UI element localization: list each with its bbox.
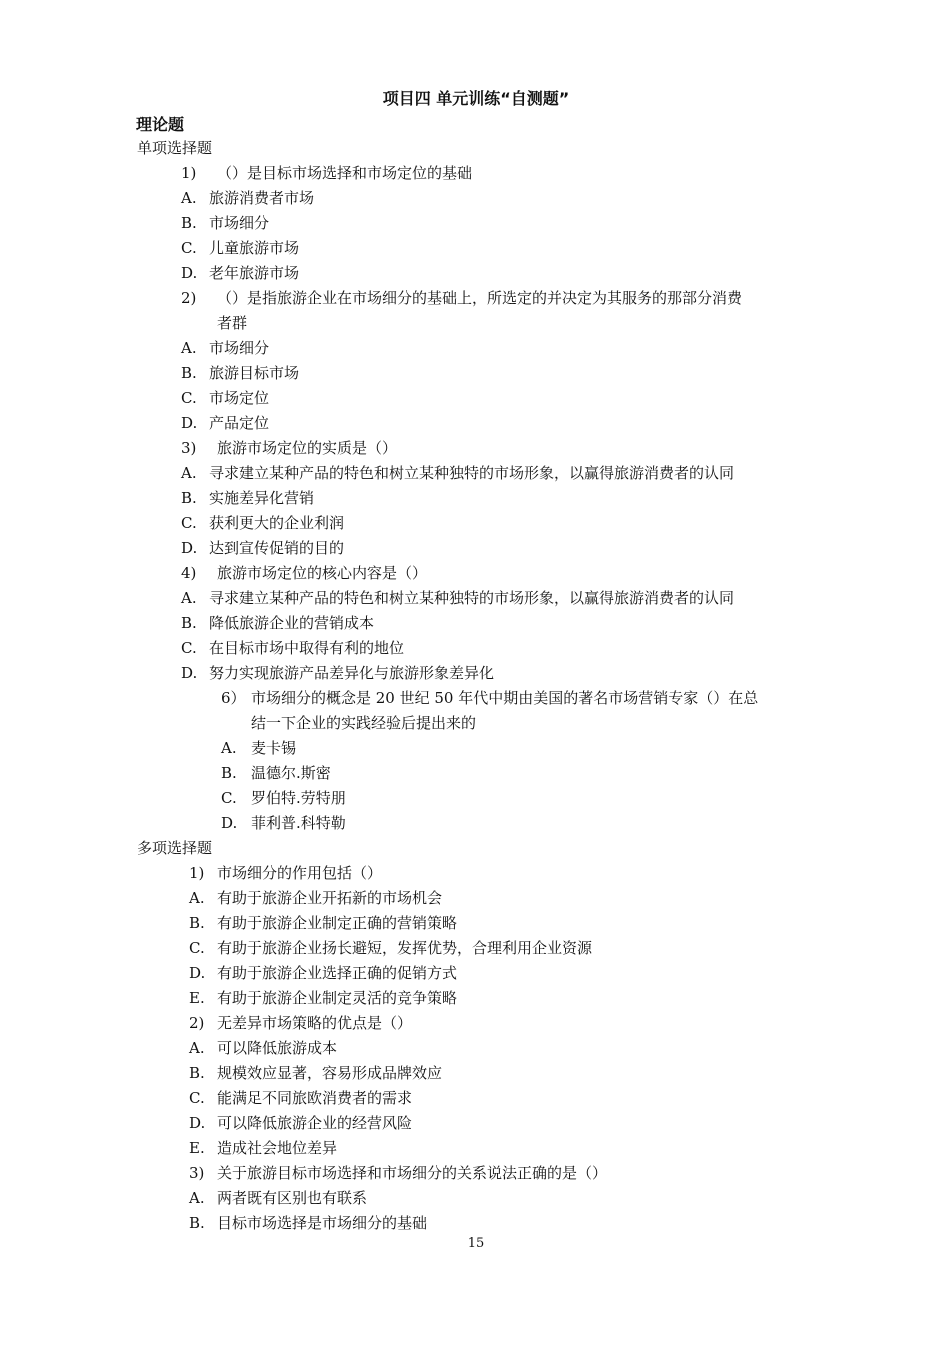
item-number: A. — [181, 189, 197, 207]
option-line — [0, 1036, 952, 1061]
item-number: 3) — [181, 439, 197, 457]
item-number: A. — [181, 589, 197, 607]
option-line — [0, 536, 952, 561]
item-text: 两者既有区别也有联系 — [217, 1189, 368, 1207]
item-text: 罗伯特.劳特朋 — [251, 789, 346, 807]
item-number: B. — [181, 364, 197, 382]
item-text: 菲利普.科特勒 — [251, 814, 346, 832]
option-line — [0, 736, 952, 761]
question-line — [0, 861, 952, 886]
page-number: 15 — [467, 1236, 485, 1251]
item-text: 温德尔.斯密 — [251, 764, 331, 782]
option-line — [0, 1111, 952, 1136]
option-line — [0, 186, 952, 211]
item-number: C. — [181, 514, 197, 532]
item-text: 可以降低旅游成本 — [217, 1039, 338, 1057]
option-line — [0, 661, 952, 686]
item-text: 无差异市场策略的优点是（） — [217, 1014, 413, 1032]
item-text: 者群 — [217, 314, 248, 332]
question-line — [0, 1011, 952, 1036]
item-text: 目标市场选择是市场细分的基础 — [217, 1214, 428, 1232]
item-number: C. — [189, 939, 205, 957]
subsection-heading — [0, 836, 952, 861]
item-text: 有助于旅游企业扬长避短，发挥优势，合理利用企业资源 — [217, 939, 593, 957]
item-text: 麦卡锡 — [251, 739, 297, 757]
option-line — [0, 911, 952, 936]
option-line — [0, 986, 952, 1011]
item-number: D. — [189, 964, 206, 982]
item-number: B. — [189, 914, 205, 932]
option-line — [0, 211, 952, 236]
item-number: A. — [189, 889, 205, 907]
option-line — [0, 386, 952, 411]
item-text: 市场细分 — [209, 214, 270, 232]
option-line — [0, 336, 952, 361]
item-number: E. — [189, 989, 205, 1007]
item-text: 规模效应显著，容易形成品牌效应 — [217, 1064, 443, 1082]
option-line — [0, 1211, 952, 1236]
option-line — [0, 236, 952, 261]
item-number: C. — [221, 789, 237, 807]
item-number: E. — [189, 1139, 205, 1157]
item-text: 有助于旅游企业选择正确的促销方式 — [217, 964, 458, 982]
page-title: 项目四 单元训练“自测题” — [382, 89, 570, 108]
option-line — [0, 636, 952, 661]
item-number: A. — [221, 739, 237, 757]
item-text: 关于旅游目标市场选择和市场细分的关系说法正确的是（） — [217, 1164, 608, 1182]
item-number: 4) — [181, 564, 197, 582]
item-text: 有助于旅游企业开拓新的市场机会 — [217, 889, 443, 907]
item-number: D. — [221, 814, 238, 832]
question-line — [0, 286, 952, 311]
section-heading: 理论题 — [136, 115, 185, 134]
subsection-heading — [0, 136, 952, 161]
option-line — [0, 611, 952, 636]
item-text: 多项选择题 — [137, 839, 213, 857]
option-line — [0, 486, 952, 511]
item-text: 获利更大的企业利润 — [209, 514, 345, 532]
option-line — [0, 411, 952, 436]
item-number: C. — [189, 1089, 205, 1107]
item-number: B. — [181, 214, 197, 232]
item-text: 降低旅游企业的营销成本 — [209, 614, 375, 632]
item-number: C. — [181, 389, 197, 407]
question-line — [0, 561, 952, 586]
item-number: A. — [189, 1189, 205, 1207]
question-line — [0, 686, 952, 711]
option-line — [0, 261, 952, 286]
item-text: 市场定位 — [209, 389, 270, 407]
item-text: 造成社会地位差异 — [217, 1139, 338, 1157]
item-number: 2) — [189, 1014, 205, 1032]
item-number: A. — [189, 1039, 205, 1057]
option-line — [0, 511, 952, 536]
option-line — [0, 936, 952, 961]
question-line — [0, 161, 952, 186]
item-text: 老年旅游市场 — [209, 264, 300, 282]
item-number: 3) — [189, 1164, 205, 1182]
item-text: 有助于旅游企业制定正确的营销策略 — [217, 914, 458, 932]
item-number: B. — [189, 1214, 205, 1232]
option-line — [0, 961, 952, 986]
option-line — [0, 811, 952, 836]
item-text: 儿童旅游市场 — [209, 239, 300, 257]
option-line — [0, 1086, 952, 1111]
item-number: B. — [221, 764, 237, 782]
item-text: 达到宣传促销的目的 — [209, 539, 345, 557]
item-text: （）是指旅游企业在市场细分的基础上，所选定的并决定为其服务的那部分消费 — [217, 289, 743, 307]
item-number: B. — [181, 614, 197, 632]
item-number: C. — [181, 639, 197, 657]
item-number: D. — [181, 664, 198, 682]
option-line — [0, 1136, 952, 1161]
item-text: 寻求建立某种产品的特色和树立某种独特的市场形象，以赢得旅游消费者的认同 — [209, 464, 735, 482]
item-text: 能满足不同旅欧消费者的需求 — [217, 1089, 413, 1107]
item-number: D. — [181, 539, 198, 557]
item-number: D. — [189, 1114, 206, 1132]
item-text: 旅游市场定位的核心内容是（） — [217, 564, 428, 582]
item-text: 有助于旅游企业制定灵活的竞争策略 — [217, 989, 458, 1007]
option-line — [0, 586, 952, 611]
item-text: 市场细分的作用包括（） — [217, 864, 383, 882]
option-line — [0, 786, 952, 811]
item-text: 寻求建立某种产品的特色和树立某种独特的市场形象，以赢得旅游消费者的认同 — [209, 589, 735, 607]
item-number: 6） — [221, 689, 246, 707]
item-text: 单项选择题 — [137, 139, 213, 157]
option-line — [0, 361, 952, 386]
item-text: 产品定位 — [209, 414, 270, 432]
item-number: C. — [181, 239, 197, 257]
item-number: D. — [181, 414, 198, 432]
item-text: 努力实现旅游产品差异化与旅游形象差异化 — [209, 664, 495, 682]
item-number: 2) — [181, 289, 197, 307]
item-text: 旅游市场定位的实质是（） — [217, 439, 398, 457]
question-list — [0, 136, 952, 1236]
item-text: 旅游消费者市场 — [209, 189, 315, 207]
option-line — [0, 461, 952, 486]
question-continuation — [0, 311, 952, 336]
item-text: 实施差异化营销 — [209, 489, 315, 507]
item-text: 在目标市场中取得有利的地位 — [209, 639, 405, 657]
item-number: B. — [189, 1064, 205, 1082]
option-line — [0, 886, 952, 911]
item-number: A. — [181, 339, 197, 357]
item-text: 结一下企业的实践经验后提出来的 — [251, 714, 477, 732]
question-line — [0, 1161, 952, 1186]
item-text: 旅游目标市场 — [209, 364, 300, 382]
item-text: 市场细分的概念是 20 世纪 50 年代中期由美国的著名市场营销专家（）在总 — [251, 689, 759, 707]
item-number: 1) — [189, 864, 205, 882]
item-number: A. — [181, 464, 197, 482]
question-line — [0, 436, 952, 461]
item-text: （）是目标市场选择和市场定位的基础 — [217, 164, 473, 182]
item-text: 可以降低旅游企业的经营风险 — [217, 1114, 413, 1132]
question-continuation — [0, 711, 952, 736]
item-text: 市场细分 — [209, 339, 270, 357]
option-line — [0, 1061, 952, 1086]
item-number: 1) — [181, 164, 197, 182]
item-number: D. — [181, 264, 198, 282]
option-line — [0, 1186, 952, 1211]
item-number: B. — [181, 489, 197, 507]
option-line — [0, 761, 952, 786]
